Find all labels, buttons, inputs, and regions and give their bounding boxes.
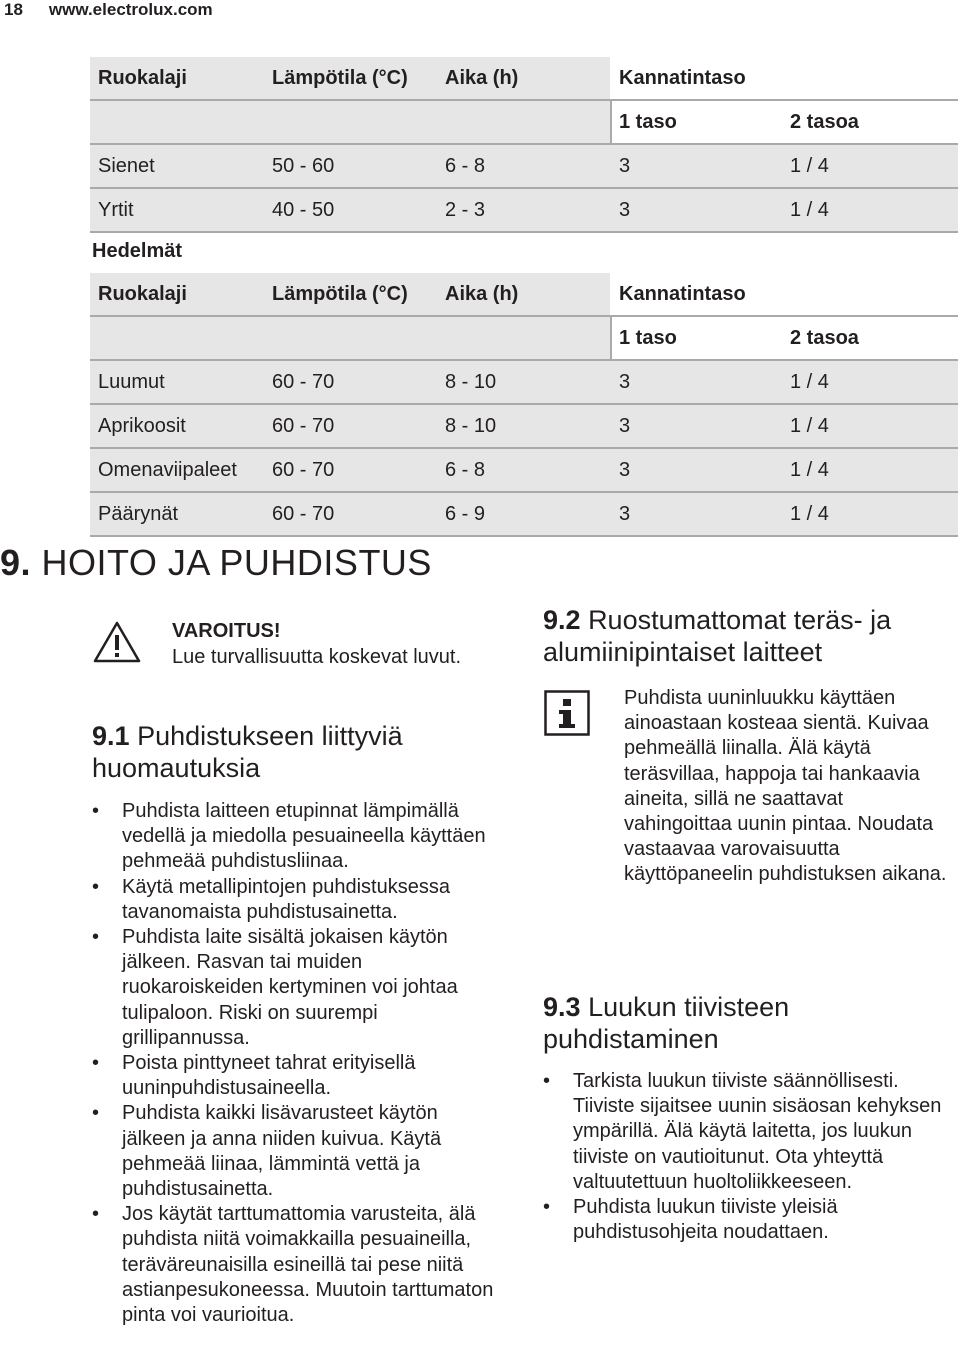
fruits-heading: Hedelmät [92,240,183,262]
cell-two-levels: 1 / 4 [790,155,829,177]
drying-table-vegetables [90,57,958,233]
cell-temp: 60 - 70 [272,459,335,481]
website-url: www.electrolux.com [48,0,213,19]
table-row [90,189,958,233]
section-number: 9.1 [92,721,130,751]
section-number: 9.2 [543,605,581,635]
section-number: 9. [0,542,32,583]
cell-one-level: 3 [619,371,631,393]
table-subheader-row [90,315,958,361]
cell-time: 8 - 10 [445,415,497,437]
col-header-temp: Lämpötila (°C) [272,67,408,89]
warning-text: Lue turvallisuutta koskevat luvut. [172,646,462,668]
cell-time: 6 - 8 [445,459,486,481]
col-header-shelf: Kannatintaso [619,67,746,89]
cell-food: Omenaviipaleet [98,459,237,481]
cell-time: 6 - 9 [445,503,486,525]
section-number: 9.3 [543,992,581,1022]
warning-title: VAROITUS! [172,620,281,642]
section-title-line2: huomautuksia [92,753,261,783]
table-row [90,449,958,493]
section-9-heading [0,542,432,584]
list-item: • Puhdista laite sisältä jokaisen käytön jälkeen. Rasvan tai muiden ruokaroiskeiden kertyminen voi johtaa tulipaloon. Riski on suurempi grillipannussa. [92,925,502,1051]
cell-two-levels: 1 / 4 [790,371,829,393]
list-item: • Puhdista kaikki lisävarusteet käytön jälkeen ja anna niiden kuivua. Käytä pehmeää liinaa, lämmintä vettä ja puhdistusainetta. [92,1101,502,1202]
cell-one-level: 3 [619,503,631,525]
section-9-2-heading [543,604,891,668]
table-header-row [90,57,958,99]
cell-time: 8 - 10 [445,371,497,393]
cell-food: Sienet [98,155,155,177]
col-header-time: Aika (h) [445,67,519,89]
col-header-one-level: 1 taso [619,327,677,349]
page-header [4,0,213,20]
list-item: • Käytä metallipintojen puhdistuksessa tavanomaista puhdistusainetta. [92,875,502,925]
cell-food: Yrtit [98,199,134,221]
cell-temp: 50 - 60 [272,155,335,177]
table-row [90,405,958,449]
section-9-3-heading [543,991,789,1055]
cell-temp: 40 - 50 [272,199,335,221]
list-item: • Puhdista laitteen etupinnat lämpimällä vedellä ja miedolla pesuaineella käyttäen pehmeää puhdistusliinaa. [92,799,502,875]
cell-food: Aprikoosit [98,415,186,437]
col-header-time: Aika (h) [445,283,519,305]
list-item: • Poista pinttyneet tahrat erityisellä uuninpuhdistusaineella. [92,1051,502,1101]
section-title-line1: Ruostumattomat teräs- ja [588,605,892,635]
cell-one-level: 3 [619,459,631,481]
drying-table-fruits [90,273,958,537]
list-item: • Jos käytät tarttumattomia varusteita, älä puhdista niitä voimakkailla pesuaineilla, teräväreunaisilla esineillä tai pese niitä astianpesukoneessa. Muutoin tarttumaton pinta voi vaurioitua. [92,1202,502,1328]
table-row [90,493,958,537]
table-subheader-row [90,99,958,145]
cell-temp: 60 - 70 [272,503,335,525]
cleaning-notes-list [92,799,502,1328]
cell-temp: 60 - 70 [272,371,335,393]
section-title-line2: alumiinipintaiset laitteet [543,637,823,667]
col-header-temp: Lämpötila (°C) [272,283,408,305]
cell-food: Luumut [98,371,165,393]
cell-one-level: 3 [619,155,631,177]
col-header-two-levels: 2 tasoa [790,111,859,133]
cell-one-level: 3 [619,199,631,221]
info-text: Puhdista uuninluukku käyttäen ainoastaan kosteaa sientä. Kuivaa pehmeällä liinalla. Älä käytä teräsvillaa, happoja tai hankaavia aineita, sillä ne saattavat vahingoittaa uunin pintaa. Noudata vastaavaa varovaisuutta käyttöpaneelin puhdistuksen aikana. [624,687,947,886]
section-title-line1: Puhdistukseen liittyviä [137,721,403,751]
page-number: 18 [4,0,23,19]
col-header-food: Ruokalaji [98,67,187,89]
cell-time: 2 - 3 [445,199,486,221]
table-row [90,361,958,405]
cell-two-levels: 1 / 4 [790,415,829,437]
list-item: • Tarkista luukun tiiviste säännöllisesti. Tiiviste sijaitsee uunin sisäosan kehyksen ympärillä. Älä käytä laitetta, jos luukun tiiviste on vautioitunut. Ota yhteyttä valtuutettuun huoltoliikkeeseen. [543,1069,955,1195]
section-title-line1: Luukun tiivisteen [588,992,790,1022]
cell-two-levels: 1 / 4 [790,459,829,481]
table-row [90,145,958,189]
cell-two-levels: 1 / 4 [790,199,829,221]
cell-food: Päärynät [98,503,179,525]
info-icon [544,690,590,741]
table-header-row [90,273,958,315]
cell-temp: 60 - 70 [272,415,335,437]
col-header-shelf: Kannatintaso [619,283,746,305]
door-seal-list [543,1069,955,1245]
cell-two-levels: 1 / 4 [790,503,829,525]
cell-one-level: 3 [619,415,631,437]
col-header-two-levels: 2 tasoa [790,327,859,349]
cell-time: 6 - 8 [445,155,486,177]
col-header-food: Ruokalaji [98,283,187,305]
section-title: HOITO JA PUHDISTUS [41,542,432,583]
list-item: • Puhdista luukun tiiviste yleisiä puhdistusohjeita noudattaen. [543,1195,955,1245]
section-9-1-heading [92,720,403,784]
section-title-line2: puhdistaminen [543,1024,719,1054]
col-header-one-level: 1 taso [619,111,677,133]
